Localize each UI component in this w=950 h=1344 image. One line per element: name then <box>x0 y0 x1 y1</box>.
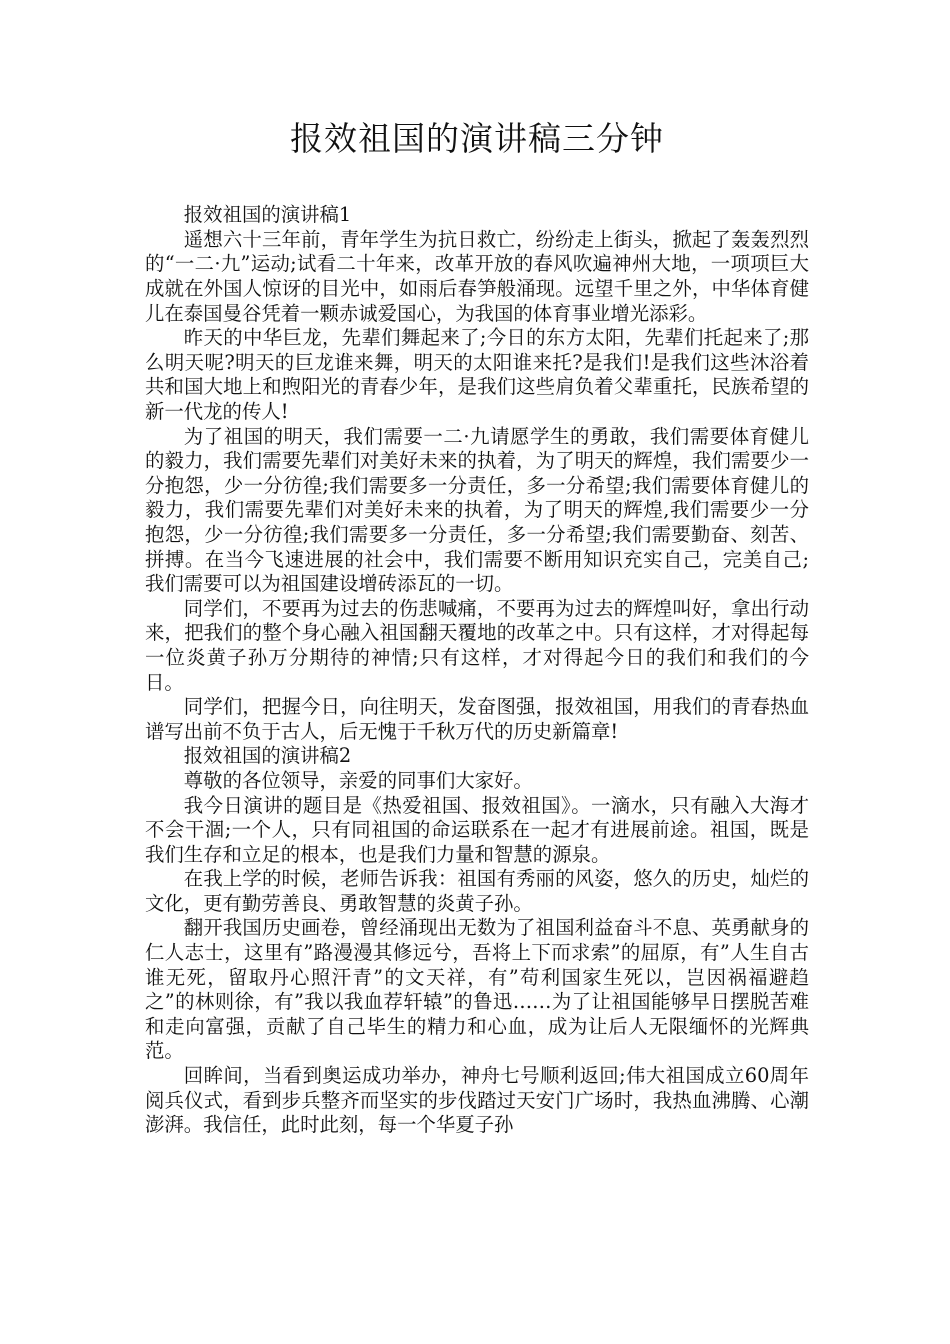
body-paragraph: 遥想六十三年前，青年学生为抗日救亡，纷纷走上街头，掀起了轰轰烈烈的“一二·九”运动;试看二十年来，改革开放的春风吹遍神州大地，一项项巨大成就在外国人惊讶的目光中，如雨后春笋般涌现。远望千里之外，中华体育健儿在泰国曼谷凭着一颗赤诚爱国心，为我国的体育事业增光添彩。 <box>145 227 809 325</box>
body-paragraph: 我今日演讲的题目是《热爱祖国、报效祖国》。一滴水，只有融入大海才不会干涸;一个人，只有同祖国的命运联系在一起才有进展前途。祖国，既是我们生存和立足的根本，也是我们力量和智慧的源泉。 <box>145 793 809 866</box>
body-paragraph: 昨天的中华巨龙，先辈们舞起来了;今日的东方太阳，先辈们托起来了;那么明天呢?明天的巨龙谁来舞，明天的太阳谁来托?是我们!是我们这些沐浴着共和国大地上和煦阳光的青春少年，是我们这些肩负着父辈重托，民族希望的新一代龙的传人! <box>145 326 809 423</box>
body-paragraph: 为了祖国的明天，我们需要一二·九请愿学生的勇敢，我们需要体育健儿的毅力，我们需要先辈们对美好未来的执着，为了明天的辉煌，我们需要少一分抱怨，少一分彷徨;我们需要多一分责任，多一分希望;我们需要体育健儿的毅力，我们需要先辈们对美好未来的执着，为了明天的辉煌,我们需要少一分抱怨，少一分彷徨;我们需要多一分责任，多一分希望;我们需要勤奋、刻苦、拼搏。在当今飞速进展的社会中，我们需要不断用知识充实自己，完美自己;我们需要可以为祖国建设增砖添瓦的一切。 <box>145 424 809 596</box>
document-title: 报效祖国的演讲稿三分钟 <box>290 119 664 158</box>
section-heading-1: 报效祖国的演讲稿1 <box>183 203 352 227</box>
document-page <box>145 118 809 1138</box>
body-paragraph: 在我上学的时候，老师告诉我：祖国有秀丽的风姿，悠久的历史，灿烂的文化，更有勤劳善良、勇敢智慧的炎黄子孙。 <box>145 867 809 915</box>
body-paragraph: 翻开我国历史画卷，曾经涌现出无数为了祖国利益奋斗不息、英勇献身的仁人志士，这里有”路漫漫其修远兮，吾将上下而求索”的屈原，有”人生自古谁无死，留取丹心照汗青”的文天祥，有”苟利国家生死以，岂因祸福避趋之”的林则徐，有”我以我血荐轩辕”的鲁迅……为了让祖国能够早日摆脱苦难和走向富强，贡献了自己毕生的精力和心血，成为让后人无限缅怀的光辉典范。 <box>145 916 809 1063</box>
body-paragraph: 同学们，把握今日，向往明天，发奋图强，报效祖国，用我们的青春热血谱写出前不负于古人，后无愧于千秋万代的历史新篇章! <box>145 695 809 743</box>
body-paragraph: 回眸间，当看到奥运成功举办，神舟七号顺利返回;伟大祖国成立60周年阅兵仪式，看到步兵整齐而坚实的步伐踏过天安门广场时，我热血沸腾、心潮澎湃。我信任，此时此刻，每一个华夏子孙 <box>145 1064 809 1137</box>
body-paragraph: 同学们，不要再为过去的伤悲喊痛，不要再为过去的辉煌叫好，拿出行动来，把我们的整个身心融入祖国翻天覆地的改革之中。只有这样，才对得起每一位炎黄子孙万分期待的神情;只有这样，才对得起今日的我们和我们的今日。 <box>145 596 809 694</box>
body-paragraph: 尊敬的各位领导，亲爱的同事们大家好。 <box>183 768 533 792</box>
section-heading-2: 报效祖国的演讲稿2 <box>183 744 352 768</box>
